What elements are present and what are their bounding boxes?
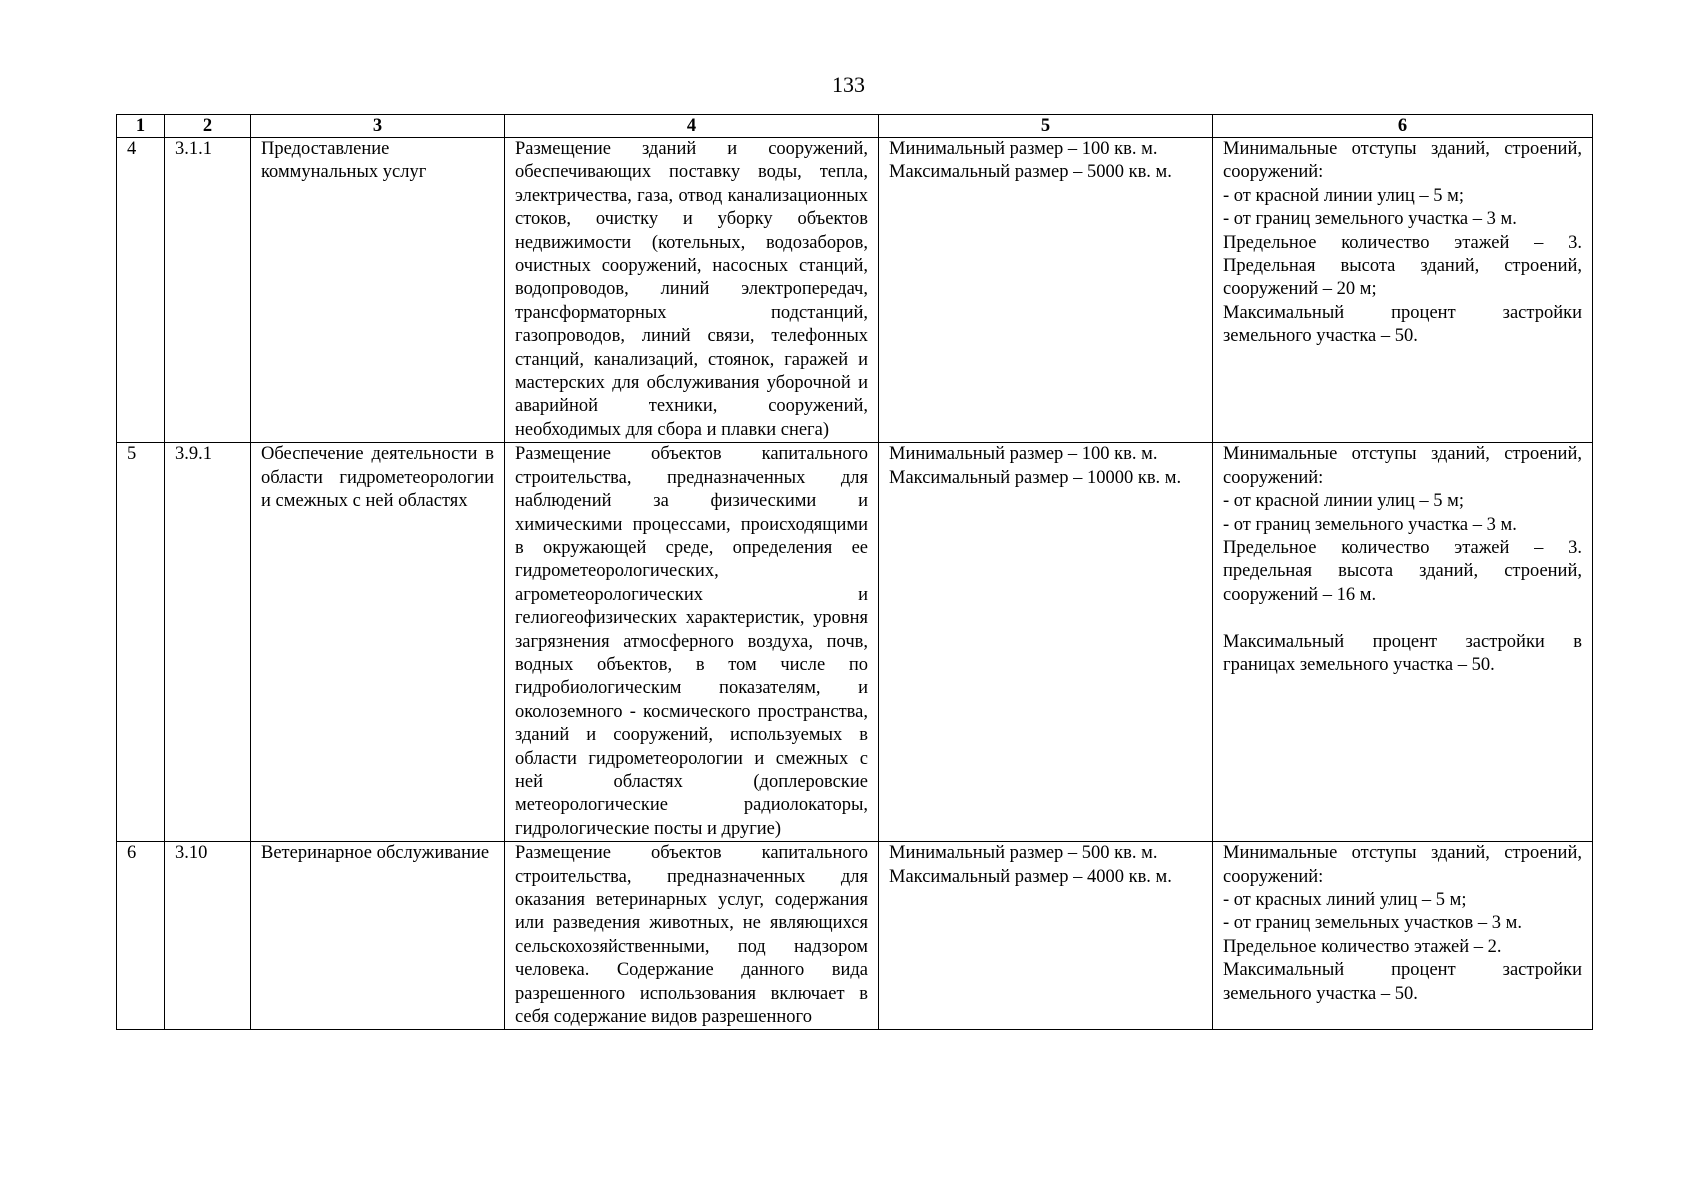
row-number: 6 bbox=[117, 842, 165, 1030]
plot-size-min: Минимальный размер – 500 кв. м. bbox=[889, 843, 1158, 864]
plot-size-max: Максимальный размер – 10000 кв. м. bbox=[889, 467, 1182, 488]
parameter-line: Минимальные отступы зданий, строений, сооружений: bbox=[1223, 139, 1582, 183]
plot-size-max: Максимальный размер – 5000 кв. м. bbox=[889, 162, 1172, 183]
table-row bbox=[117, 138, 1593, 443]
building-parameters bbox=[1213, 842, 1593, 1030]
table-row bbox=[117, 443, 1593, 842]
row-number: 5 bbox=[117, 443, 165, 842]
column-header: 2 bbox=[165, 115, 251, 138]
use-name: Обеспечение деятельности в области гидрометеорологии и смежных с ней областях bbox=[251, 443, 505, 842]
plot-size-max: Максимальный размер – 4000 кв. м. bbox=[889, 866, 1172, 887]
header-row bbox=[117, 115, 1593, 138]
use-code: 3.1.1 bbox=[165, 138, 251, 443]
building-parameters bbox=[1213, 138, 1593, 443]
parameter-line: - от красных линий улиц – 5 м; bbox=[1223, 890, 1467, 910]
parameter-line: - от границ земельного участка – 3 м. bbox=[1223, 514, 1517, 535]
use-description: Размещение зданий и сооружений, обеспечивающих поставку воды, тепла, электричества, газа, отвод канализационных стоков, очистку и уборку объектов недвижимости (котельных, водозаборов, очистных сооружений, насосных станций, водопроводов, линий электропередач, трансформаторных подстанций, газопроводов, линий связи, телефонных станций, канализаций, стоянок, гаражей и мастерских для обслуживания уборочной и аварийной техники, сооружений, необходимых для сбора и плавки снега) bbox=[505, 138, 879, 443]
parameter-line: Предельное количество этажей – 2. bbox=[1223, 936, 1502, 957]
parameter-line: - от красной линии улиц – 5 м; bbox=[1223, 491, 1464, 512]
use-name: Ветеринарное обслуживание bbox=[251, 842, 505, 1030]
use-code: 3.10 bbox=[165, 842, 251, 1030]
column-header: 6 bbox=[1213, 115, 1593, 138]
column-header: 1 bbox=[117, 115, 165, 138]
column-header: 3 bbox=[251, 115, 505, 138]
building-parameters bbox=[1213, 443, 1593, 842]
column-header: 5 bbox=[879, 115, 1213, 138]
parameter-line: Минимальные отступы зданий, строений, сооружений: bbox=[1223, 444, 1582, 488]
plot-size-min: Минимальный размер – 100 кв. м. bbox=[889, 139, 1158, 159]
column-header: 4 bbox=[505, 115, 879, 138]
use-description: Размещение объектов капитального строительства, предназначенных для оказания ветеринарных услуг, содержания или разведения животных, не являющихся сельскохозяйственными, под надзором человека. Содержание данного вида разрешенного использования включает в себя содержание видов разрешенного bbox=[505, 842, 879, 1030]
parameter-line: Максимальный процент застройки земельного участка – 50. bbox=[1223, 302, 1582, 347]
parameter-line: Максимальный процент застройки земельного участка – 50. bbox=[1223, 960, 1582, 1004]
parameter-line: Максимальный процент застройки в границах земельного участка – 50. bbox=[1223, 631, 1582, 675]
parameter-line: Предельное количество этажей – 3. предельная высота зданий, строений, сооружений – 16 м. bbox=[1223, 537, 1582, 605]
plot-size-min: Минимальный размер – 100 кв. м. bbox=[889, 444, 1158, 465]
page-number: 133 bbox=[832, 72, 865, 97]
use-code: 3.9.1 bbox=[165, 443, 251, 842]
parameter-line: - от границ земельного участка – 3 м. bbox=[1223, 209, 1517, 230]
parameter-spacer bbox=[1223, 607, 1582, 630]
plot-size bbox=[879, 842, 1213, 1030]
parameter-line: Минимальные отступы зданий, строений, сооружений: bbox=[1223, 843, 1582, 887]
plot-size bbox=[879, 138, 1213, 443]
use-description: Размещение объектов капитального строительства, предназначенных для наблюдений за физическими и химическими процессами, происходящими в окружающей среде, определения ее гидрометеорологических, агрометеорологических и гелиогеофизических характеристик, уровня загрязнения атмосферного воздуха, почв, водных объектов, в том числе по гидробиологическим показателям, и околоземного - космического пространства, зданий и сооружений, используемых в области гидрометеорологии и смежных с ней областях (доплеровские метеорологические радиолокаторы, гидрологические посты и другие) bbox=[505, 443, 879, 842]
parameter-line: - от границ земельных участков – 3 м. bbox=[1223, 913, 1522, 934]
use-name: Предоставление коммунальных услуг bbox=[251, 138, 505, 443]
regulations-table bbox=[116, 114, 1593, 1030]
table-row bbox=[117, 842, 1593, 1030]
parameter-line: Предельное количество этажей – 3. Предельная высота зданий, строений, сооружений – 20 м; bbox=[1223, 232, 1582, 300]
parameter-line: - от красной линии улиц – 5 м; bbox=[1223, 185, 1464, 206]
row-number: 4 bbox=[117, 138, 165, 443]
plot-size bbox=[879, 443, 1213, 842]
